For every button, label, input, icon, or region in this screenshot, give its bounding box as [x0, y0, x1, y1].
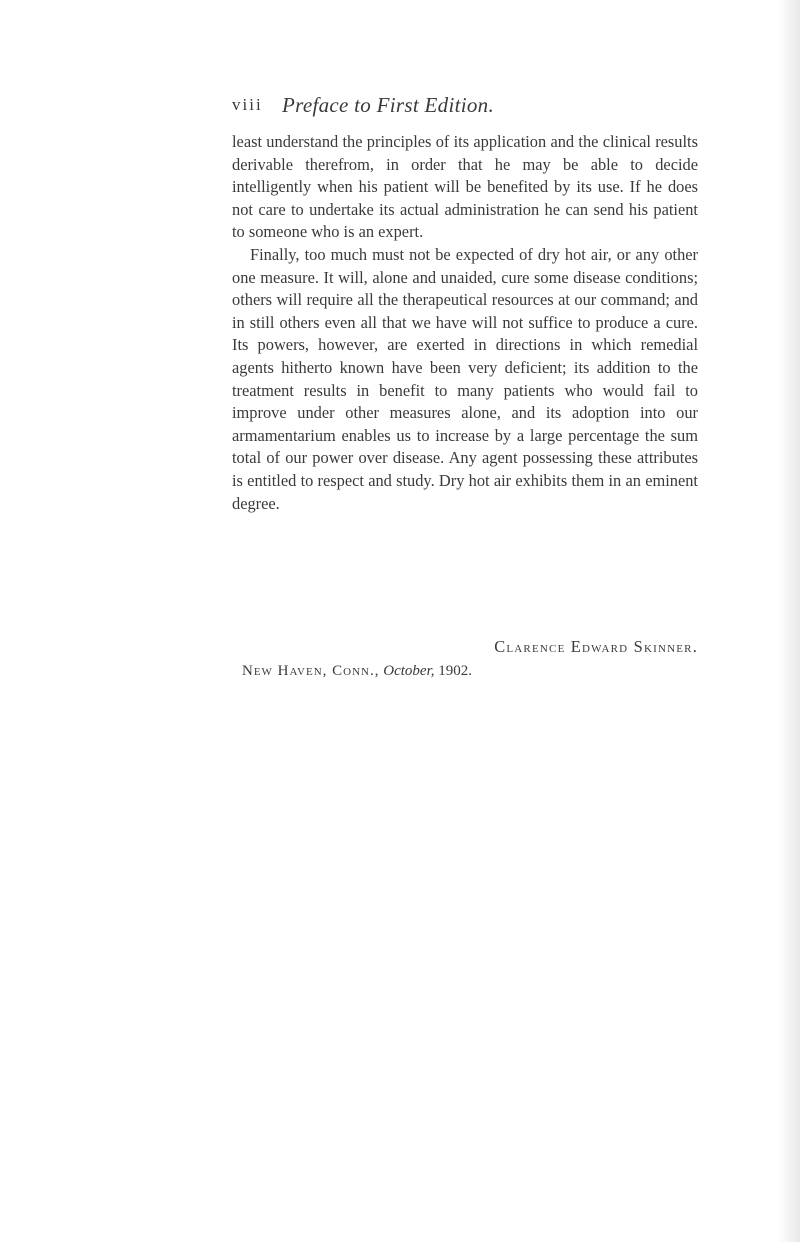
- running-head: [232, 93, 732, 117]
- dateline-place: New Haven, Conn.,: [242, 663, 380, 679]
- page-edge-shadow: [778, 0, 800, 1242]
- dateline: [242, 660, 702, 682]
- preface-body: [232, 131, 698, 515]
- author-signature: Clarence Edward Skinner.: [494, 637, 698, 656]
- running-title: Preface to First Edition.: [282, 93, 495, 117]
- dateline-month: October,: [383, 663, 435, 679]
- paragraph: Finally, too much must not be expected of dry hot air, or any other one measure. It will, alone and unaided, cure some disease conditions; others will require all the therapeutical resources at our command; and in still others even all that we have will not suffice to produce a cure. Its powers, however, are exerted in directions in which remedial agents hitherto known have been very deficient; its addition to the treatment results in benefit to many patients who would fail to improve under other measures alone, and its adoption into our armamentarium enables us to increase by a large percentage the sum total of our power over disease. Any agent possessing these attributes is entitled to respect and study. Dry hot air exhibits them in an eminent degree.: [232, 244, 698, 513]
- page-number: viii: [232, 95, 263, 114]
- dateline-year: 1902.: [438, 663, 472, 679]
- paragraph: least understand the principles of its application and the clinical results derivable therefrom, in order that he may be able to decide intelligently when his patient will be benefited by its use. If he does not care to undertake its actual administration he can send his patient to someone who is an expert.: [232, 132, 698, 242]
